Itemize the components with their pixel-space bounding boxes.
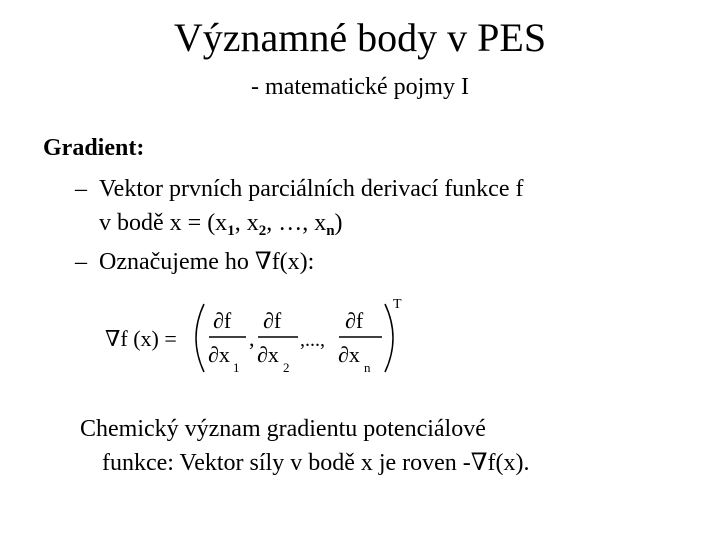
denominator-2-sub: 2 xyxy=(283,360,290,375)
numerator-2: ∂f xyxy=(263,308,282,333)
transpose-mark: T xyxy=(393,297,402,312)
right-paren xyxy=(385,304,393,372)
conclusion-line-1: Chemický význam gradientu potenciálové xyxy=(80,416,486,442)
numerator-1: ∂f xyxy=(213,308,232,333)
formula-svg xyxy=(100,298,410,378)
bullet-2-text: Označujeme ho ∇f(x): xyxy=(99,249,315,275)
conclusion-line-2: funkce: Vektor síly v bodě x je roven -∇f(x). xyxy=(102,450,530,476)
subscript-2: 2 xyxy=(258,223,267,239)
bullet-1-continuation xyxy=(99,208,343,238)
subscript-1: 1 xyxy=(227,223,235,239)
point-prefix: v bodě x = (x xyxy=(99,210,228,236)
conclusion xyxy=(80,412,680,480)
denominator-1-sub: 1 xyxy=(233,360,240,375)
formula-lhs: ∇f (x) = xyxy=(105,326,177,351)
slide-subtitle: - matematické pojmy I xyxy=(251,74,469,100)
denominator-n-sub: n xyxy=(364,360,371,375)
bullet-1-text: Vektor prvních parciálních derivací funkce f xyxy=(99,176,524,202)
separator-2: , …, x xyxy=(266,210,327,236)
denominator-n: ∂x xyxy=(338,342,360,367)
bullet-dash: – xyxy=(75,249,87,275)
bullet-1 xyxy=(75,174,523,204)
slide-title: Významné body v PES xyxy=(173,15,547,60)
bullet-2 xyxy=(75,247,314,277)
comma-1: , xyxy=(249,326,255,351)
left-paren xyxy=(196,304,204,372)
gradient-formula xyxy=(100,298,410,378)
bullet-dash: – xyxy=(75,176,87,202)
numerator-n: ∂f xyxy=(345,308,364,333)
close-paren: ) xyxy=(334,210,343,236)
separator-1: , x xyxy=(234,210,259,236)
denominator-1: ∂x xyxy=(208,342,230,367)
subscript-n: n xyxy=(326,223,335,239)
gradient-heading: Gradient: xyxy=(43,135,145,161)
ellipsis: ,..., xyxy=(300,329,325,351)
denominator-2: ∂x xyxy=(257,342,279,367)
